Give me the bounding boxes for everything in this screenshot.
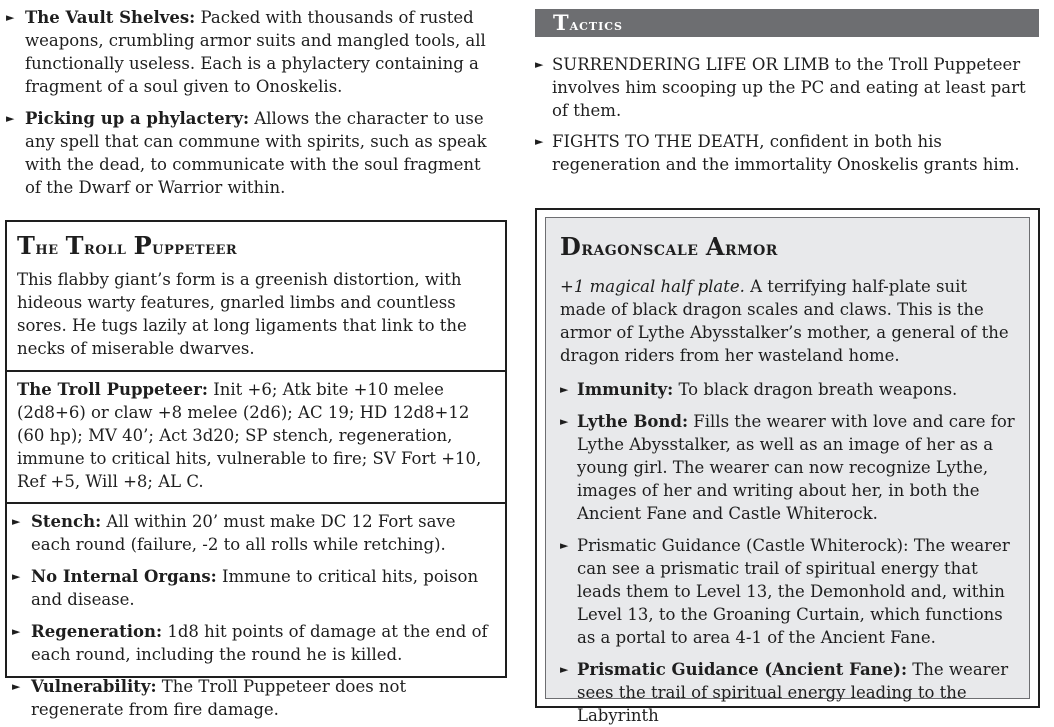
ability-no-internal-organs: ► No Internal Organs: Immune to critical hits, poison and disease. bbox=[12, 567, 479, 609]
armor-item-immunity: ► Immunity: To black dragon breath weapons. bbox=[560, 380, 958, 399]
bullet-arrow-icon: ► bbox=[535, 135, 544, 148]
troll-title: The Troll Puppeteer bbox=[17, 231, 238, 260]
ability-regeneration: ► Regeneration: 1d8 hit points of damage at the end of each round, including the round he is killed. bbox=[12, 622, 488, 664]
bullet-vault-shelves: ► The Vault Shelves: Packed with thousands of rusted weapons, crumbling armor suits and mangled tools, all functionally useless. Each is a phylactery containing a fragment of a soul given to Onoskelis. bbox=[6, 8, 486, 96]
armor-item-prismatic-castle: ► Prismatic Guidance (Castle Whiterock): The wearer can see a prismatic trail of spiritual energy that leads them to Level 13, the Demonhold and, within Level 13, to the Groaning Curtain, which functions as a portal to area 4-1 of the Ancient Fane. bbox=[560, 536, 1010, 647]
bullet-arrow-icon: ► bbox=[6, 11, 15, 24]
tactics-item-fights: ► FIGHTS TO THE DEATH, confident in both his regeneration and the immortality Onoskelis grants him. bbox=[535, 132, 1020, 174]
bullet-arrow-icon: ► bbox=[560, 663, 569, 676]
bullet-arrow-icon: ► bbox=[12, 570, 21, 583]
bullet-arrow-icon: ► bbox=[535, 58, 544, 71]
troll-puppeteer-box bbox=[5, 220, 507, 719]
troll-description: This flabby giant’s form is a greenish distortion, with hideous warty features, gnarled limbs and countless sores. He tugs lazily at long ligaments that link to the necks of miserable dwarves. bbox=[17, 270, 467, 358]
bullet-arrow-icon: ► bbox=[560, 415, 569, 428]
tactics-section bbox=[535, 9, 1039, 176]
tactics-heading: Tactics bbox=[535, 9, 1039, 37]
armor-inner-panel bbox=[545, 217, 1030, 725]
dragonscale-armor-box bbox=[535, 208, 1040, 725]
bullet-arrow-icon: ► bbox=[6, 112, 15, 125]
bullet-arrow-icon: ► bbox=[12, 625, 21, 638]
armor-title: Dragonscale Armor bbox=[560, 232, 778, 261]
bullet-arrow-icon: ► bbox=[560, 539, 569, 552]
tactics-item-surrender: ► SURRENDERING LIFE OR LIMB to the Troll Puppeteer involves him scooping up the PC and eating at least part of them. bbox=[535, 55, 1026, 120]
vault-bullets bbox=[6, 6, 496, 199]
bullet-arrow-icon: ► bbox=[12, 515, 21, 528]
ability-vulnerability: ► Vulnerability: The Troll Puppeteer does not regenerate from fire damage. bbox=[12, 677, 407, 719]
bullet-picking-up-phylactery: ► Picking up a phylactery: Allows the character to use any spell that can commune with spirits, such as speak with the dead, to communicate with the soul fragment of the Dwarf or Warrior within. bbox=[6, 109, 487, 197]
bullet-arrow-icon: ► bbox=[12, 680, 21, 693]
armor-intro: +1 magical half plate. A terrifying half-plate suit made of black dragon scales and claws. This is the armor of Lythe Abysstalker’s mother, a general of the dragon riders from her wasteland home. bbox=[560, 277, 1009, 365]
bullet-arrow-icon: ► bbox=[560, 383, 569, 396]
ability-stench: ► Stench: All within 20’ must make DC 12 Fort save each round (failure, -2 to all rolls while retching). bbox=[12, 512, 456, 554]
armor-item-prismatic-fane: ► Prismatic Guidance (Ancient Fane): The wearer sees the trail of spiritual energy leading to the Labyrinth bbox=[560, 660, 1009, 725]
armor-item-lythe-bond: ► Lythe Bond: Fills the wearer with love and care for Lythe Abysstalker, as well as an image of her as a young girl. The wearer can now recognize Lythe, images of her and writing about her, in both the Ancient Fane and Castle Whiterock. bbox=[560, 412, 1015, 523]
troll-stat-block: The Troll Puppeteer: Init +6; Atk bite +10 melee (2d8+6) or claw +8 melee (2d6); AC 19; HD 12d8+12 (60 hp); MV 40’; Act 3d20; SP stench, regeneration, immune to critical hits, vulnerable to fire; SV Fort +10, Ref +5, Will +8; AL C. bbox=[17, 380, 482, 491]
